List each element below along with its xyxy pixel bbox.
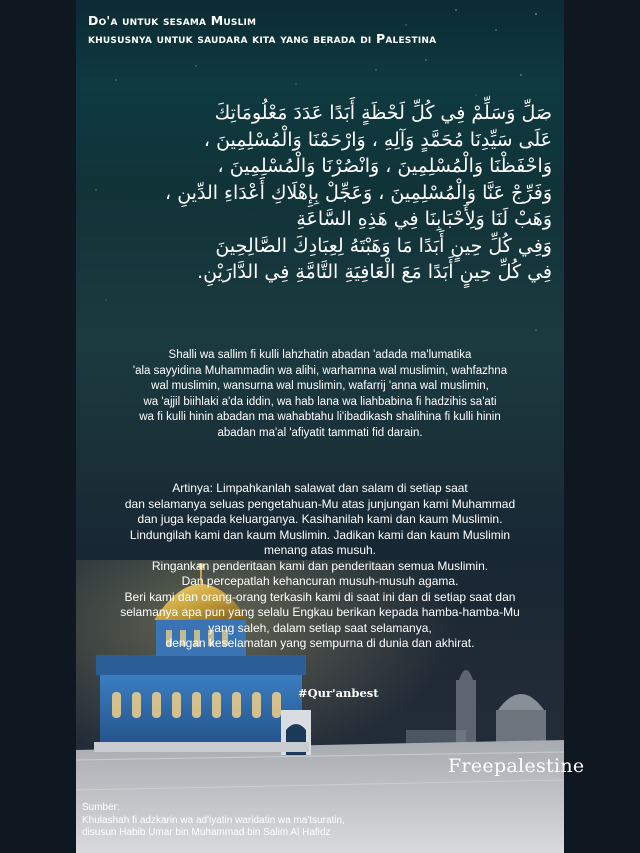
transliteration-line: abadan ma'al 'afiyatit tammati fid darain. xyxy=(217,426,423,439)
translation-line: menang atas musuh. xyxy=(263,543,377,557)
transliteration-line: wa fi kulli hinin abadan ma wahabtahu li'ibadikash shalihina fi kulli hinin xyxy=(139,411,501,423)
source-line-2: disusun Habib Umar bin Muhammad bin Salim Al Hafidz xyxy=(82,827,331,838)
translation-line: Artinya: Limpahkanlah salawat dan salam di setiap saat xyxy=(172,481,468,495)
translation-line: dengan keselamatan yang sempurna di dunia dan akhirat. xyxy=(165,636,475,650)
hashtag: #Qur'anbest xyxy=(298,686,379,700)
arabic-line: صَلِّ وَسَلِّمْ فِي كُلِّ لَحْظَةٍ أَبَدًا عَدَدَ مَعْلُومَاتِكَ xyxy=(214,102,552,124)
source-line-1: Khulashah fi adzkarin wa ad'iyatin waridatin wa ma'tsuratin, xyxy=(82,814,345,826)
translation-line: dan juga kepada keluarganya. Kasihanilah kami dan kaum Muslimin. xyxy=(137,512,503,526)
arabic-prayer xyxy=(86,100,552,286)
poster-title xyxy=(88,12,558,48)
source-label: Sumber: xyxy=(82,802,120,813)
freepalestine-watermark: Freepalestine xyxy=(448,755,585,777)
left-margin xyxy=(0,0,76,853)
source-citation xyxy=(82,802,552,840)
transliteration-line: Shalli wa sallim fi kulli lahzhatin abadan 'adada ma'lumatika xyxy=(168,349,472,361)
transliteration-line: 'ala sayyidina Muhammadin wa alihi, warhamna wal muslimin, wahfazhna xyxy=(132,364,508,377)
arabic-line: وَهَبْ لَنَا وَلِأَحْبَابِنَا فِي هَذِهِ السَّاعَةِ xyxy=(296,208,552,230)
title-line-2: khususnya untuk saudara kita yang berada di Palestina xyxy=(88,31,437,46)
translation-line: yang saleh, dalam setiap saat selamanya, xyxy=(208,620,432,635)
transliteration xyxy=(76,348,564,441)
arabic-line: وَاحْفَظْنَا وَالْمُسْلِمِينَ ، وَانْصُرْنَا وَالْمُسْلِمِينَ ، xyxy=(217,155,552,177)
translation-line: Beri kami dan orang-orang terkasih kami di saat ini dan di setiap saat dan xyxy=(124,589,516,604)
translation-line: selamanya apa pun yang selalu Engkau berikan kepada hamba-hamba-Mu xyxy=(120,605,520,619)
title-line-1: Do'a untuk sesama Muslim xyxy=(88,13,257,28)
translation-line: Dan percepatlah kehancuran musuh-musuh agama. xyxy=(181,574,459,588)
translation-line: dan selamanya seluas pengetahuan-Mu atas junjungan kami Muhammad xyxy=(124,496,516,511)
arabic-line: وَفَرِّجْ عَنَّا وَالْمُسْلِمِينَ ، وَعَجِّلْ بِإِهْلَاكِ أَعْدَاءِ الدِّينِ ، xyxy=(165,181,552,204)
transliteration-line: wal muslimin, wansurna wal muslimin, wafarrij 'anna wal muslimin, xyxy=(151,380,489,392)
poster xyxy=(76,0,585,853)
right-margin xyxy=(564,0,640,853)
arabic-line: وَفِي كُلِّ حِينٍ أَبَدًا مَا وَهَبْتَهُ لِعِبَادِكَ الصَّالِحِينَ xyxy=(215,234,552,257)
translation-line: Ringankan penderitaan kami dan penderitaan semua Muslimin. xyxy=(151,558,489,573)
transliteration-line: wa 'ajjil biihlaki a'da iddin, wa hab lana wa liahbabina fi hadzihis sa'ati xyxy=(143,395,497,408)
translation-line: Lindungilah kami dan kaum Muslimin. Jadikan kami dan kaum Muslimin xyxy=(129,527,511,542)
arabic-line: عَلَى سَيِّدِنَا مُحَمَّدٍ وَآلِهِ ، وَارْحَمْنَا وَالْمُسْلِمِينَ ، xyxy=(203,128,552,151)
translation xyxy=(76,481,564,652)
arabic-line: فِي كُلِّ حِينٍ أَبَدًا مَعَ الْعَافِيَةِ التَّامَّةِ فِي الدَّارَيْنِ. xyxy=(197,261,552,283)
